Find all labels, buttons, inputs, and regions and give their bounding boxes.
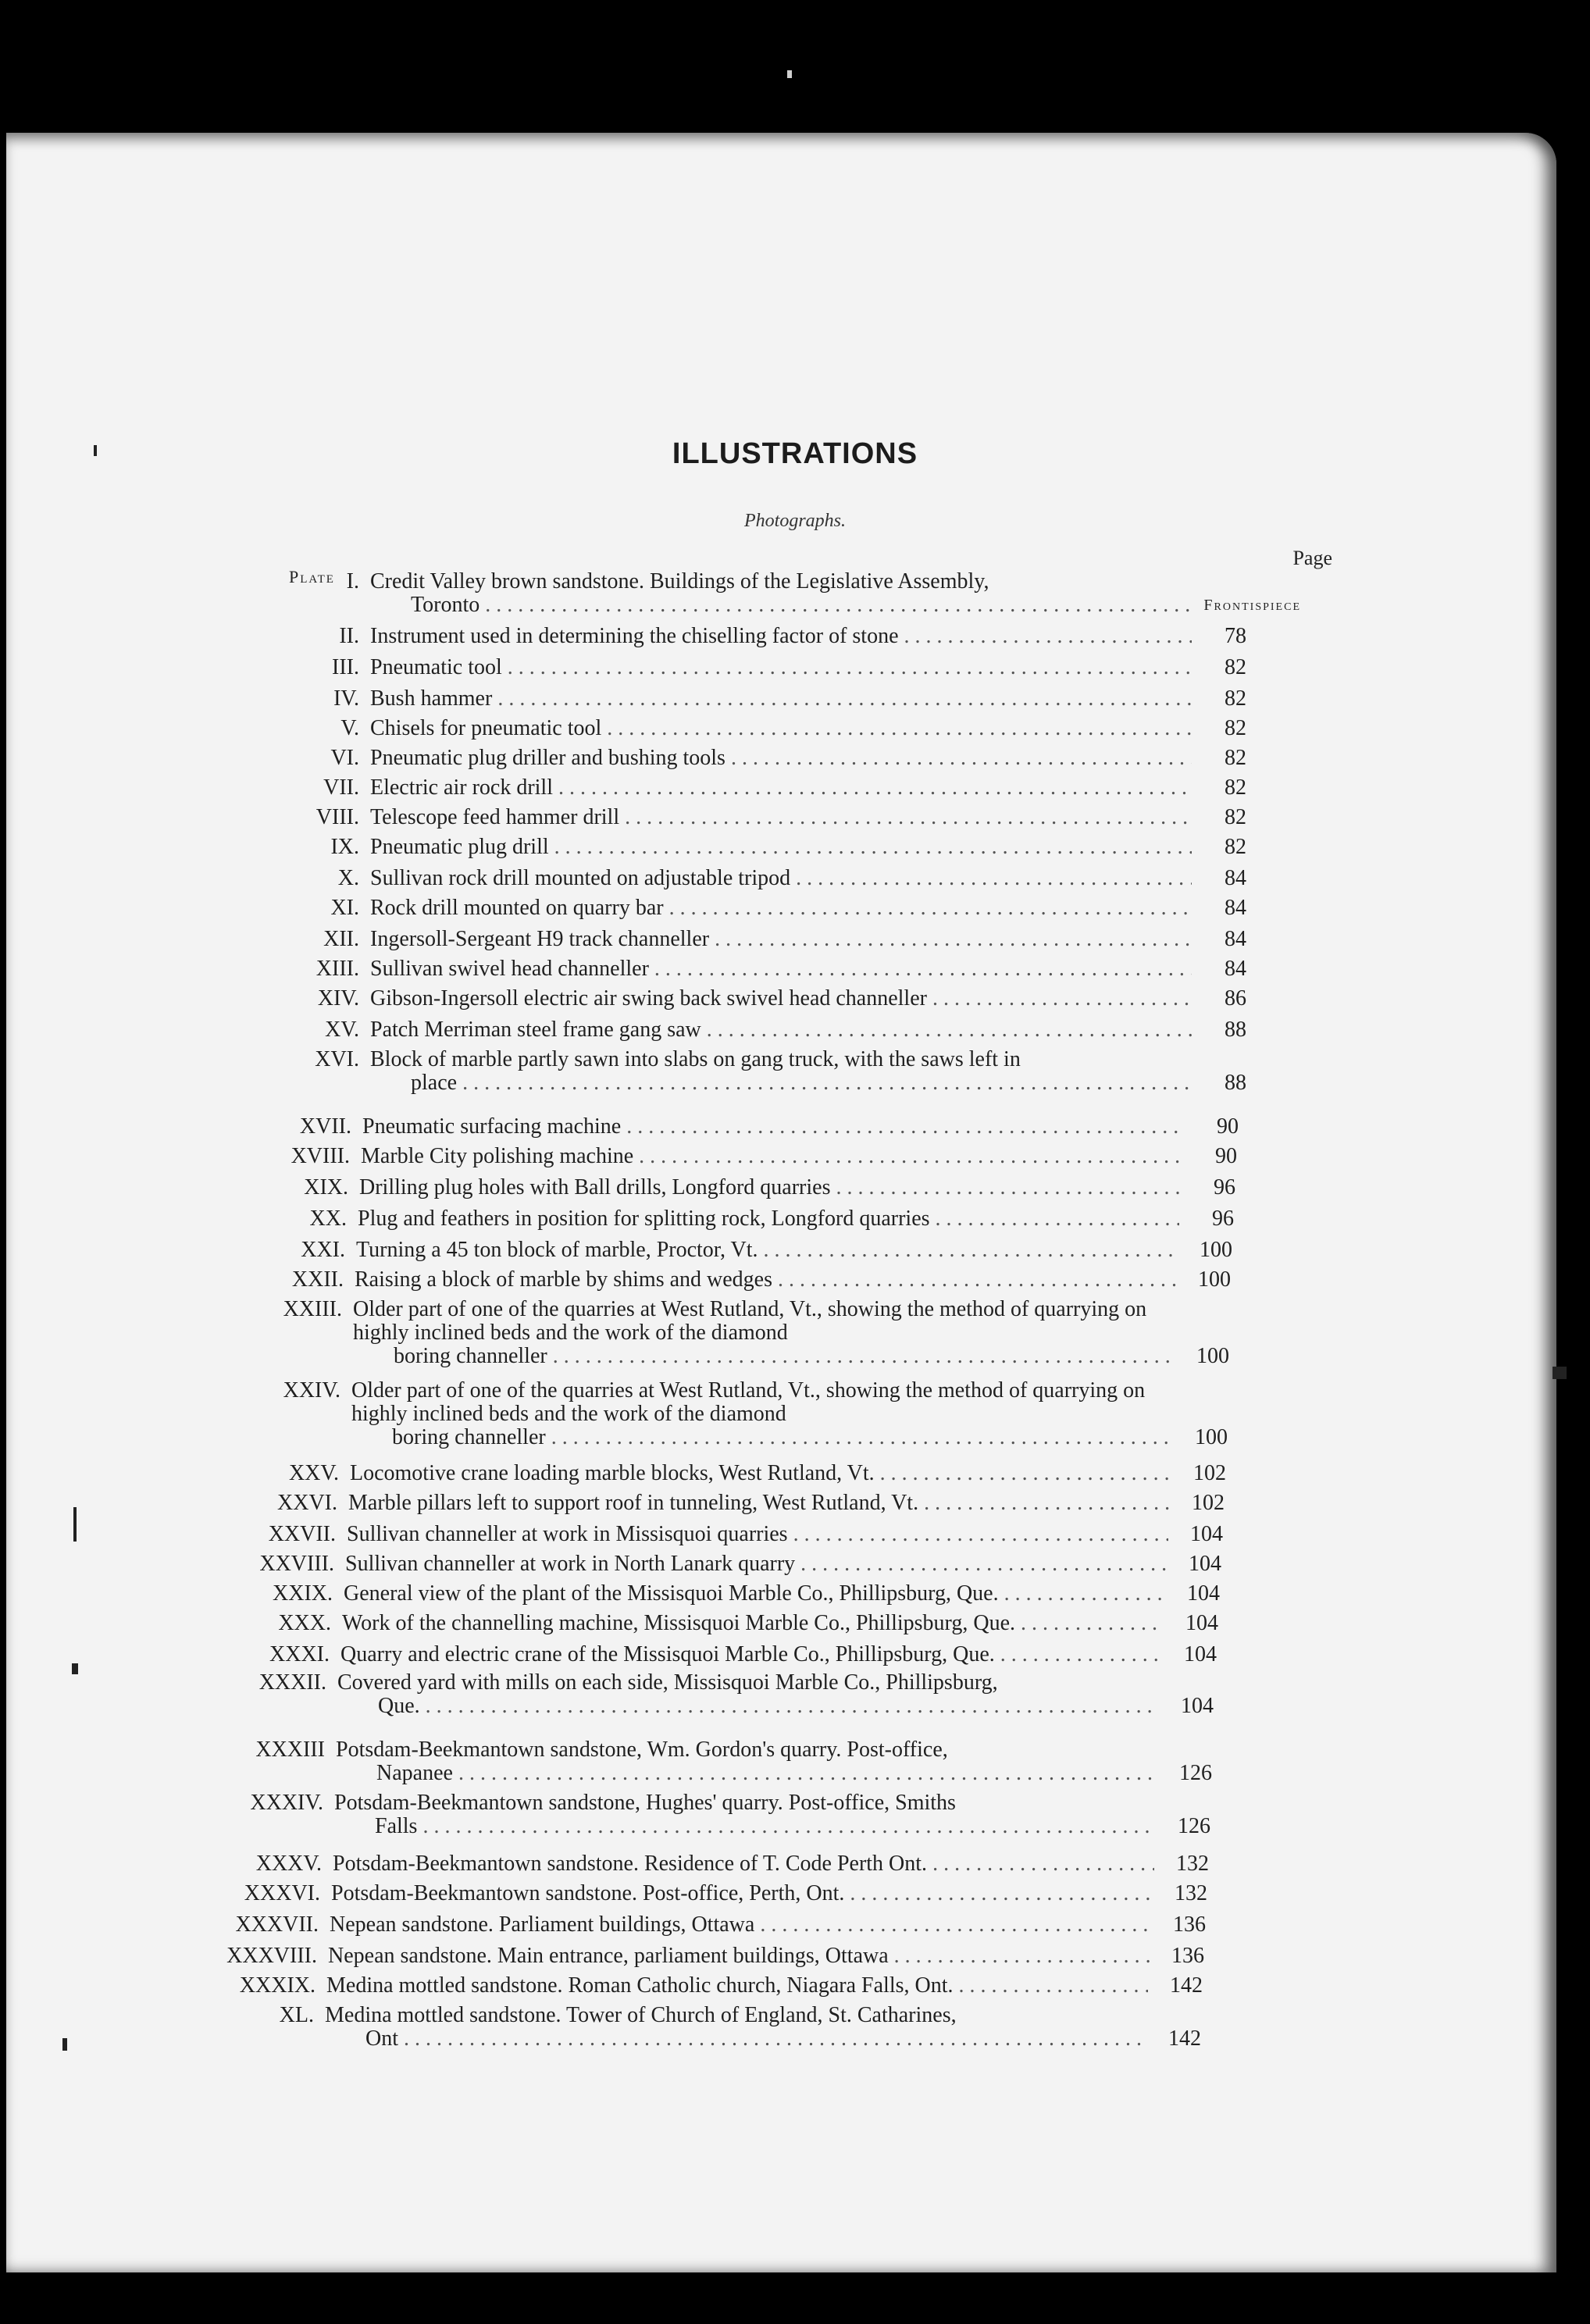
entry-description [350, 1462, 1171, 1485]
page-number: 126 [1178, 1814, 1210, 1838]
entry-text: Ingersoll-Sergeant H9 track channeller . . . [370, 928, 1192, 951]
entry-text: Older part of one of the quarries at West Rutland, Vt., showing the method of quarrying on highly inclined beds and the work of the diamond [351, 1379, 1146, 1426]
list-item [201, 1913, 1206, 1937]
entry-description [336, 1738, 1157, 1785]
page-number: 82 [1225, 716, 1246, 740]
entry-description [370, 1018, 1192, 1042]
entry-text: Potsdam-Beekmantown sandstone, Wm. Gordon's quarry. Post-office, [336, 1738, 948, 1762]
plate-numeral: IV. [333, 686, 359, 711]
list-item [226, 1268, 1231, 1292]
entry-description [348, 1492, 1170, 1515]
list-item [230, 1207, 1234, 1231]
list-item [208, 1738, 1212, 1785]
page-number: 104 [1185, 1611, 1218, 1635]
entry-description [370, 625, 1192, 648]
list-item [242, 747, 1246, 770]
list-item [242, 957, 1246, 981]
entry-text: Instrument used in determining the chiselling factor of stone . . . [370, 625, 1192, 648]
list-item [242, 625, 1246, 648]
list-item [242, 570, 1301, 617]
entry-description [333, 1852, 1154, 1876]
plate-numeral: XXXIV. [250, 1791, 323, 1815]
entry-description [361, 1145, 1182, 1168]
page-number: 132 [1175, 1881, 1207, 1905]
entry-description [370, 867, 1192, 890]
plate-numeral: XXIII. [283, 1297, 342, 1321]
entry-text-continued: Toronto . . . [370, 593, 1192, 617]
entry-text: Drilling plug holes with Ball drills, Longford quarries . . . [359, 1176, 1181, 1199]
entry-description [328, 1944, 1150, 1968]
plate-numeral: VI. [330, 746, 359, 770]
page-number: 100 [1196, 1344, 1229, 1368]
page-number: 102 [1193, 1461, 1226, 1485]
page-number: 82 [1225, 775, 1246, 800]
page-number: 142 [1170, 1973, 1203, 1998]
entry-text-continued: Falls . . . [334, 1815, 1156, 1838]
entry-description [356, 1239, 1178, 1262]
plate-numeral: XXXIII [255, 1738, 325, 1762]
entry-description [355, 1268, 1176, 1292]
page-number: 84 [1225, 927, 1246, 951]
entry-description [358, 1207, 1179, 1231]
plate-numeral: XXXVI. [244, 1881, 320, 1905]
plate-numeral: XV. [325, 1018, 359, 1042]
page-number: 82 [1225, 835, 1246, 859]
list-item [242, 1018, 1246, 1042]
entry-text: Medina mottled sandstone. Roman Catholic church, Niagara Falls, Ont. . . . [326, 1974, 1148, 1998]
entry-text-continued: boring channeller . . . [353, 1345, 1175, 1368]
page-number: 104 [1184, 1642, 1217, 1666]
page-number: 82 [1225, 805, 1246, 829]
plate-numeral: VII. [323, 775, 359, 800]
page-number: 88 [1225, 1018, 1246, 1042]
entry-description [353, 1298, 1175, 1368]
page-title: ILLUSTRATIONS [672, 437, 918, 470]
entry-description [340, 1643, 1162, 1666]
plate-numeral: XXI. [301, 1238, 345, 1262]
page-number: Frontispiece [1203, 597, 1301, 614]
entry-description [370, 656, 1192, 679]
page-subtitle: Photographs. [743, 511, 846, 531]
list-item [198, 1974, 1203, 1998]
entry-description [347, 1523, 1168, 1546]
list-item [242, 687, 1246, 711]
page-column-label: Page [1292, 547, 1332, 569]
entry-text: Bush hammer . . . [370, 687, 1192, 711]
plate-numeral: X. [337, 866, 359, 890]
entry-text: Sullivan channeller at work in Missisquoi quarries . . . [347, 1523, 1168, 1546]
entry-text: General view of the plant of the Missisquoi Marble Co., Phillipsburg, Que. . . . [344, 1582, 1165, 1606]
page-number: 82 [1225, 686, 1246, 711]
plate-numeral: I. [346, 569, 359, 593]
entry-text: Medina mottled sandstone. Tower of Church of England, St. Catharines, [325, 2004, 957, 2027]
page-number: 96 [1212, 1207, 1234, 1231]
entry-text: Plug and feathers in position for splitting rock, Longford quarries . . . [358, 1207, 1179, 1231]
entry-text: Pneumatic surfacing machine . . . [362, 1115, 1184, 1139]
list-item [242, 776, 1246, 800]
entry-text: Chisels for pneumatic tool . . . [370, 717, 1192, 740]
plate-numeral: XXVII. [268, 1522, 336, 1546]
entry-description [370, 836, 1192, 859]
plate-numeral: XXV. [288, 1461, 339, 1485]
page-number: 88 [1225, 1071, 1246, 1095]
plate-numeral: XVI. [315, 1047, 359, 1071]
plate-numeral: XII. [323, 927, 359, 951]
list-item [242, 717, 1246, 740]
plate-numeral: V. [340, 716, 359, 740]
plate-numeral: XXXIX. [239, 1973, 316, 1998]
page-number: 90 [1215, 1144, 1237, 1168]
page-number: 104 [1189, 1552, 1221, 1576]
entry-text: Pneumatic plug driller and bushing tools . . . [370, 747, 1192, 770]
page-number: 100 [1198, 1267, 1231, 1292]
page-number: 96 [1214, 1175, 1235, 1199]
plate-numeral: XIV. [317, 986, 359, 1011]
list-item [219, 1523, 1223, 1546]
list-item [225, 1298, 1229, 1368]
list-item [242, 806, 1246, 829]
page-number: 82 [1225, 655, 1246, 679]
plate-numeral: XXXV. [255, 1852, 322, 1876]
page-number: 78 [1225, 624, 1246, 648]
entry-text: Raising a block of marble by shims and wedges . . . [355, 1268, 1176, 1292]
plate-numeral: XIX. [304, 1175, 348, 1199]
entry-description [370, 1048, 1192, 1095]
plate-numeral: XVIII. [291, 1144, 350, 1168]
page-number: 104 [1181, 1694, 1214, 1718]
entry-text-continued: Que. . . . [337, 1695, 1159, 1718]
list-item [216, 1582, 1220, 1606]
entry-text: Marble pillars left to support roof in tunneling, West Rutland, Vt. . . . [348, 1492, 1170, 1515]
entry-text-continued: place . . . [370, 1071, 1192, 1095]
entry-description [370, 957, 1192, 981]
list-item [220, 1492, 1225, 1515]
entry-description [370, 806, 1192, 829]
entry-description [342, 1612, 1164, 1635]
entry-text-continued: boring channeller . . . [351, 1426, 1173, 1449]
entry-description [330, 1913, 1151, 1937]
list-item [222, 1462, 1226, 1485]
entry-text: Pneumatic tool . . . [370, 656, 1192, 679]
list-item [223, 1379, 1228, 1449]
entry-description [344, 1582, 1165, 1606]
entry-description [334, 1791, 1156, 1838]
entry-text: Turning a 45 ton block of marble, Proctor, Vt. . . . [356, 1239, 1178, 1262]
entry-text: Gibson-Ingersoll electric air swing back swivel head channeller . . . [370, 987, 1192, 1011]
plate-numeral: II. [339, 624, 359, 648]
page-number: 84 [1225, 866, 1246, 890]
page-number: 132 [1176, 1852, 1209, 1876]
plate-numeral: XXXI. [269, 1642, 330, 1666]
page-number: 104 [1187, 1581, 1220, 1606]
entry-text: Credit Valley brown sandstone. Buildings of the Legislative Assembly, [370, 570, 989, 593]
page-number: 84 [1225, 957, 1246, 981]
page-number: 104 [1190, 1522, 1223, 1546]
page-number: 100 [1200, 1238, 1232, 1262]
plate-numeral: XI. [330, 896, 359, 920]
entry-text: Block of marble partly sawn into slabs on gang truck, with the saws left in [370, 1048, 1021, 1071]
entry-text: Older part of one of the quarries at West Rutland, Vt., showing the method of quarrying on highly inclined beds and the work of the diamond [353, 1298, 1147, 1345]
page-number: 102 [1192, 1491, 1225, 1515]
plate-numeral: XXVI. [277, 1491, 337, 1515]
entry-text: Locomotive crane loading marble blocks, West Rutland, Vt. . . . [350, 1462, 1171, 1485]
entry-description [345, 1552, 1167, 1576]
page-number: 100 [1195, 1425, 1228, 1449]
page-number: 86 [1225, 986, 1246, 1011]
entry-description [370, 687, 1192, 711]
plate-numeral: XXVIII. [259, 1552, 334, 1576]
plate-numeral: VIII. [316, 805, 359, 829]
list-item [228, 1239, 1232, 1262]
plate-numeral: XXIX. [273, 1581, 333, 1606]
entry-text: Telescope feed hammer drill . . . [370, 806, 1192, 829]
list-item [217, 1552, 1221, 1576]
entry-description [326, 1974, 1148, 1998]
entry-text: Patch Merriman steel frame gang saw . . . [370, 1018, 1192, 1042]
entry-text: Quarry and electric crane of the Missisquoi Marble Co., Phillipsburg, Que. . . . [340, 1643, 1162, 1666]
list-item [206, 1791, 1210, 1838]
list-item [242, 987, 1246, 1011]
plate-numeral: III. [332, 655, 359, 679]
entry-text: Rock drill mounted on quarry bar . . . [370, 896, 1192, 920]
entry-description [370, 747, 1192, 770]
plate-numeral: IX. [330, 835, 359, 859]
plate-numeral: XL. [279, 2003, 314, 2027]
list-item [234, 1115, 1239, 1139]
plate-numeral: XXXVIII. [226, 1944, 317, 1968]
entry-description [370, 928, 1192, 951]
entry-text: Nepean sandstone. Parliament buildings, Ottawa . . . [330, 1913, 1151, 1937]
entry-description [370, 987, 1192, 1011]
entry-description [331, 1882, 1153, 1905]
list-item [242, 928, 1246, 951]
plate-numeral: XXII. [291, 1267, 344, 1292]
entry-description [362, 1115, 1184, 1139]
page-number: 82 [1225, 746, 1246, 770]
list-item [212, 1643, 1217, 1666]
list-item [233, 1145, 1237, 1168]
entry-description [370, 896, 1192, 920]
entry-text: Potsdam-Beekmantown sandstone. Residence of T. Code Perth Ont. . . . [333, 1852, 1154, 1876]
list-item [203, 1882, 1207, 1905]
entry-description [337, 1671, 1159, 1718]
list-item [209, 1671, 1214, 1718]
plate-numeral: XX. [309, 1207, 347, 1231]
entry-text: Sullivan channeller at work in North Lanark quarry . . . [345, 1552, 1167, 1576]
entry-description [325, 2004, 1146, 2051]
entry-text-continued: Napanee . . . [336, 1762, 1157, 1785]
entry-description [370, 570, 1192, 617]
entry-text: Sullivan rock drill mounted on adjustable tripod . . . [370, 867, 1192, 890]
entry-text: Electric air rock drill . . . [370, 776, 1192, 800]
entry-text: Work of the channelling machine, Missisquoi Marble Co., Phillipsburg, Que. . . . [342, 1612, 1164, 1635]
plate-numeral: XXXII. [258, 1670, 326, 1695]
list-item [242, 867, 1246, 890]
entry-text: Sullivan swivel head channeller . . . [370, 957, 1192, 981]
entry-text-continued: Ont . . . [325, 2027, 1146, 2051]
list-item [214, 1612, 1218, 1635]
list-item [205, 1852, 1209, 1876]
page-number: 136 [1173, 1912, 1206, 1937]
list-item [242, 656, 1246, 679]
entry-description [370, 776, 1192, 800]
list-item [231, 1176, 1235, 1199]
page-number: 90 [1217, 1114, 1239, 1139]
list-item [242, 1048, 1246, 1095]
entry-text: Potsdam-Beekmantown sandstone. Post-office, Perth, Ont. . . . [331, 1882, 1153, 1905]
plate-numeral: XXIV. [283, 1378, 340, 1403]
page-number: 84 [1225, 896, 1246, 920]
entry-text: Marble City polishing machine . . . [361, 1145, 1182, 1168]
entry-text: Covered yard with mills on each side, Missisquoi Marble Co., Phillipsburg, [337, 1671, 998, 1695]
entry-text: Nepean sandstone. Main entrance, parliament buildings, Ottawa . . . [328, 1944, 1150, 1968]
page-number: 126 [1179, 1761, 1212, 1785]
plate-numeral: XIII. [316, 957, 359, 981]
plate-label: Plate [289, 567, 335, 586]
list-item [197, 2004, 1201, 2051]
list-item [242, 836, 1246, 859]
page-number: 136 [1171, 1944, 1204, 1968]
plate-numeral: XXX. [278, 1611, 331, 1635]
list-item [200, 1944, 1204, 1968]
plate-numeral: XVII. [299, 1114, 351, 1139]
entry-description [370, 717, 1192, 740]
entry-text: Potsdam-Beekmantown sandstone, Hughes' quarry. Post-office, Smiths [334, 1791, 956, 1815]
entry-text: Pneumatic plug drill . . . [370, 836, 1192, 859]
entry-description [351, 1379, 1173, 1449]
plate-numeral: XXXVII. [235, 1912, 319, 1937]
page-number: 142 [1168, 2026, 1201, 2051]
entry-description [359, 1176, 1181, 1199]
list-item [242, 896, 1246, 920]
